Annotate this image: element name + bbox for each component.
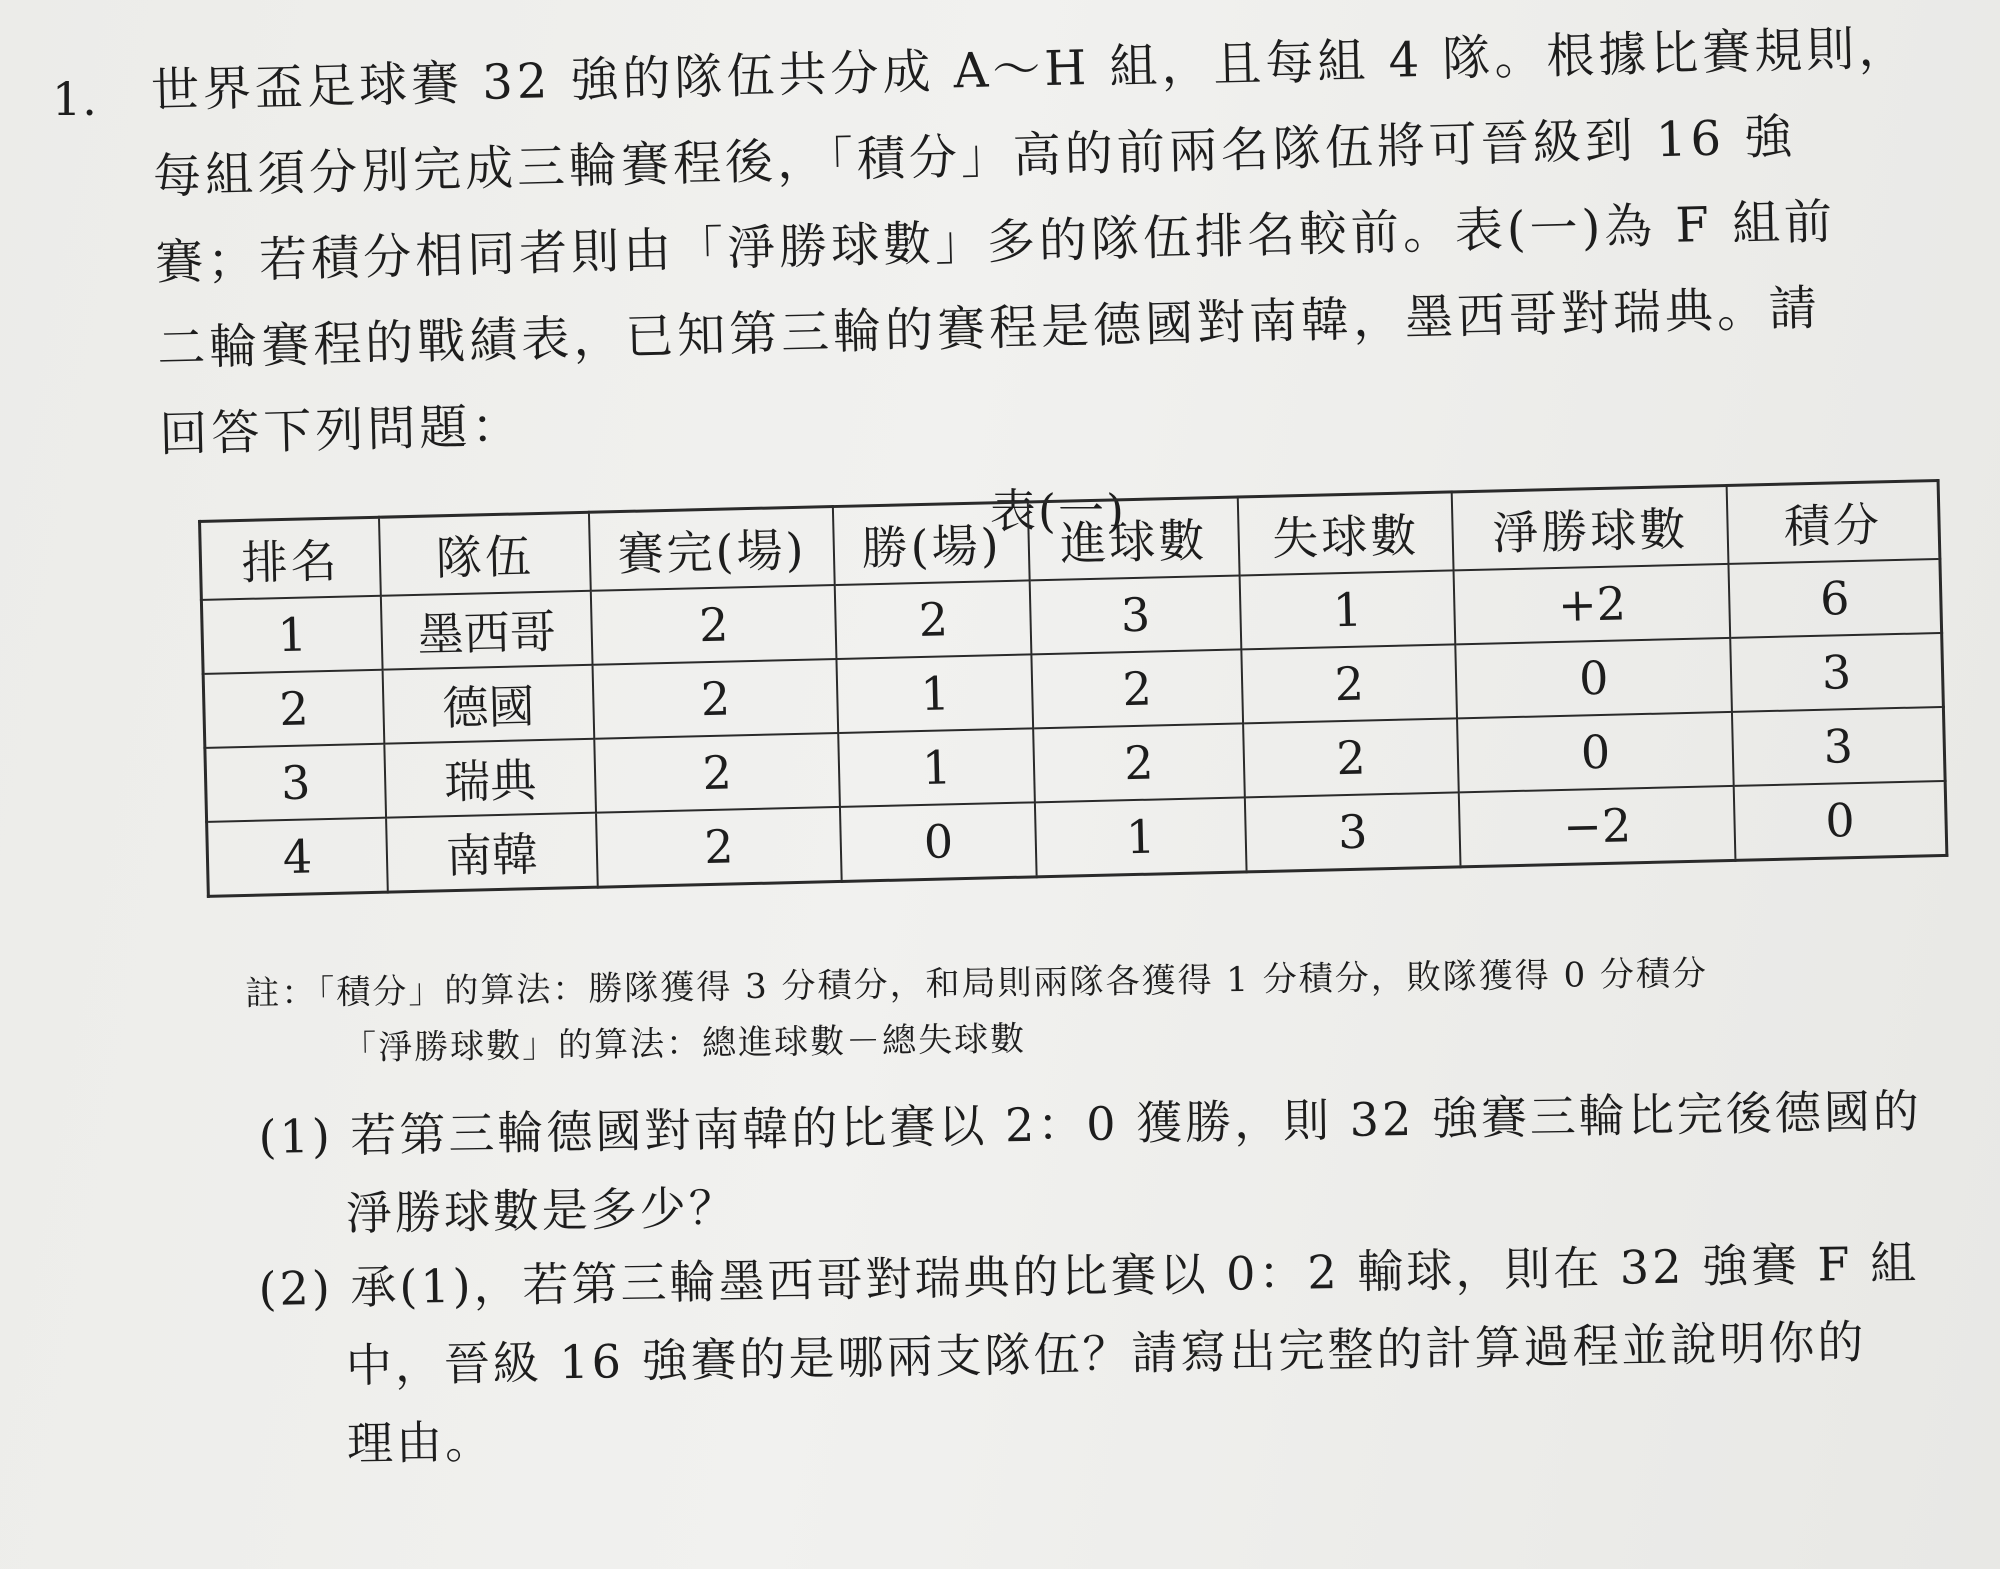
table-cell: 南韓 (386, 813, 597, 892)
sub-question-2 (258, 1224, 1941, 1484)
question-paragraph (150, 4, 1960, 478)
column-header: 淨勝球數 (1452, 485, 1728, 570)
table-cell: 2 (835, 580, 1031, 659)
sub-question-label: (1) (258, 1108, 334, 1164)
table-cell: 1 (201, 596, 382, 674)
column-header: 進球數 (1028, 497, 1239, 580)
table-cell: 3 (205, 744, 386, 822)
standings-table (198, 479, 1948, 898)
question-line: 回答下列問題： (158, 397, 525, 463)
column-header: 賽完(場) (589, 507, 835, 591)
table-cell: 3 (1732, 707, 1945, 786)
table-note (245, 942, 1946, 1078)
table-cell: 4 (207, 818, 388, 897)
sub-question-text: 中，晉級 16 強賽的是哪兩支隊伍？請寫出完整的計算過程並說明你的 (345, 1314, 1867, 1393)
table-cell: −2 (1459, 786, 1735, 867)
sub-question-label: (2) (258, 1260, 334, 1316)
question-line: 世界盃足球賽 32 強的隊伍共分成 A～H 組，且每組 4 隊。根據比賽規則， (150, 20, 1911, 119)
standings-table-wrapper (198, 479, 1948, 898)
table-cell: 2 (1032, 649, 1243, 728)
table-cell: 1 (839, 728, 1035, 807)
table-cell: 1 (837, 654, 1033, 733)
table-cell: 瑞典 (384, 739, 595, 818)
column-header: 積分 (1726, 480, 1939, 563)
question-line: 賽；若積分相同者則由「淨勝球數」多的隊伍排名較前。表(一)為 F 組前 (154, 193, 1837, 291)
question-number: 1. (52, 72, 98, 126)
table-cell: 2 (1241, 644, 1457, 723)
table-cell: 2 (592, 659, 838, 739)
table-cell: 2 (1033, 723, 1244, 802)
sub-question-text: 淨勝球數是多少？ (345, 1180, 739, 1241)
table-cell: 2 (594, 733, 840, 813)
table-cell: 1 (1239, 570, 1455, 649)
table-cell: 3 (1245, 792, 1461, 872)
column-header: 排名 (200, 517, 381, 600)
column-header: 失球數 (1238, 492, 1454, 576)
table-cell: 2 (1243, 718, 1459, 797)
table-cell: 2 (591, 585, 837, 665)
sub-question-text: 理由。 (346, 1414, 495, 1471)
table-cell: 0 (1456, 638, 1732, 718)
table-cell: 3 (1030, 575, 1241, 654)
table-cell: 0 (1734, 781, 1947, 860)
table-cell: 墨西哥 (381, 591, 592, 670)
table-cell: 2 (596, 807, 842, 887)
table-cell: 德國 (383, 665, 594, 744)
column-header: 勝(場) (833, 502, 1030, 585)
note-line-points: 註：「積分」的算法：勝隊獲得 3 分積分，和局則兩隊各獲得 1 分積分，敗隊獲得 0 分積分 (245, 953, 1709, 1014)
question-line: 二輪賽程的戰績表，已知第三輪的賽程是德國對南韓，墨西哥對瑞典。請 (156, 280, 1822, 377)
table-caption: 表(一) (990, 484, 1126, 538)
table-cell: 6 (1728, 559, 1941, 638)
table-cell: +2 (1454, 564, 1730, 644)
sub-question-text: 若第三輪德國對南韓的比賽以 2：0 獲勝，則 32 強賽三輪比完後德國的 (349, 1083, 1923, 1163)
table-cell: 3 (1730, 633, 1943, 712)
question-line: 每組須分別完成三輪賽程後，「積分」高的前兩名隊伍將可晉級到 16 強 (152, 108, 1797, 205)
sub-question-text: 承(1)，若第三輪墨西哥對瑞典的比賽以 0：2 輸球，則在 32 強賽 F 組 (349, 1235, 1920, 1315)
table-cell: 0 (1457, 712, 1733, 792)
table-cell: 0 (840, 802, 1036, 881)
table-cell: 2 (203, 670, 384, 748)
note-line-goal-difference: 「淨勝球數」的算法：總進球數－總失球數 (341, 1019, 1027, 1069)
table-cell: 1 (1035, 797, 1246, 876)
column-header: 隊伍 (379, 512, 590, 595)
